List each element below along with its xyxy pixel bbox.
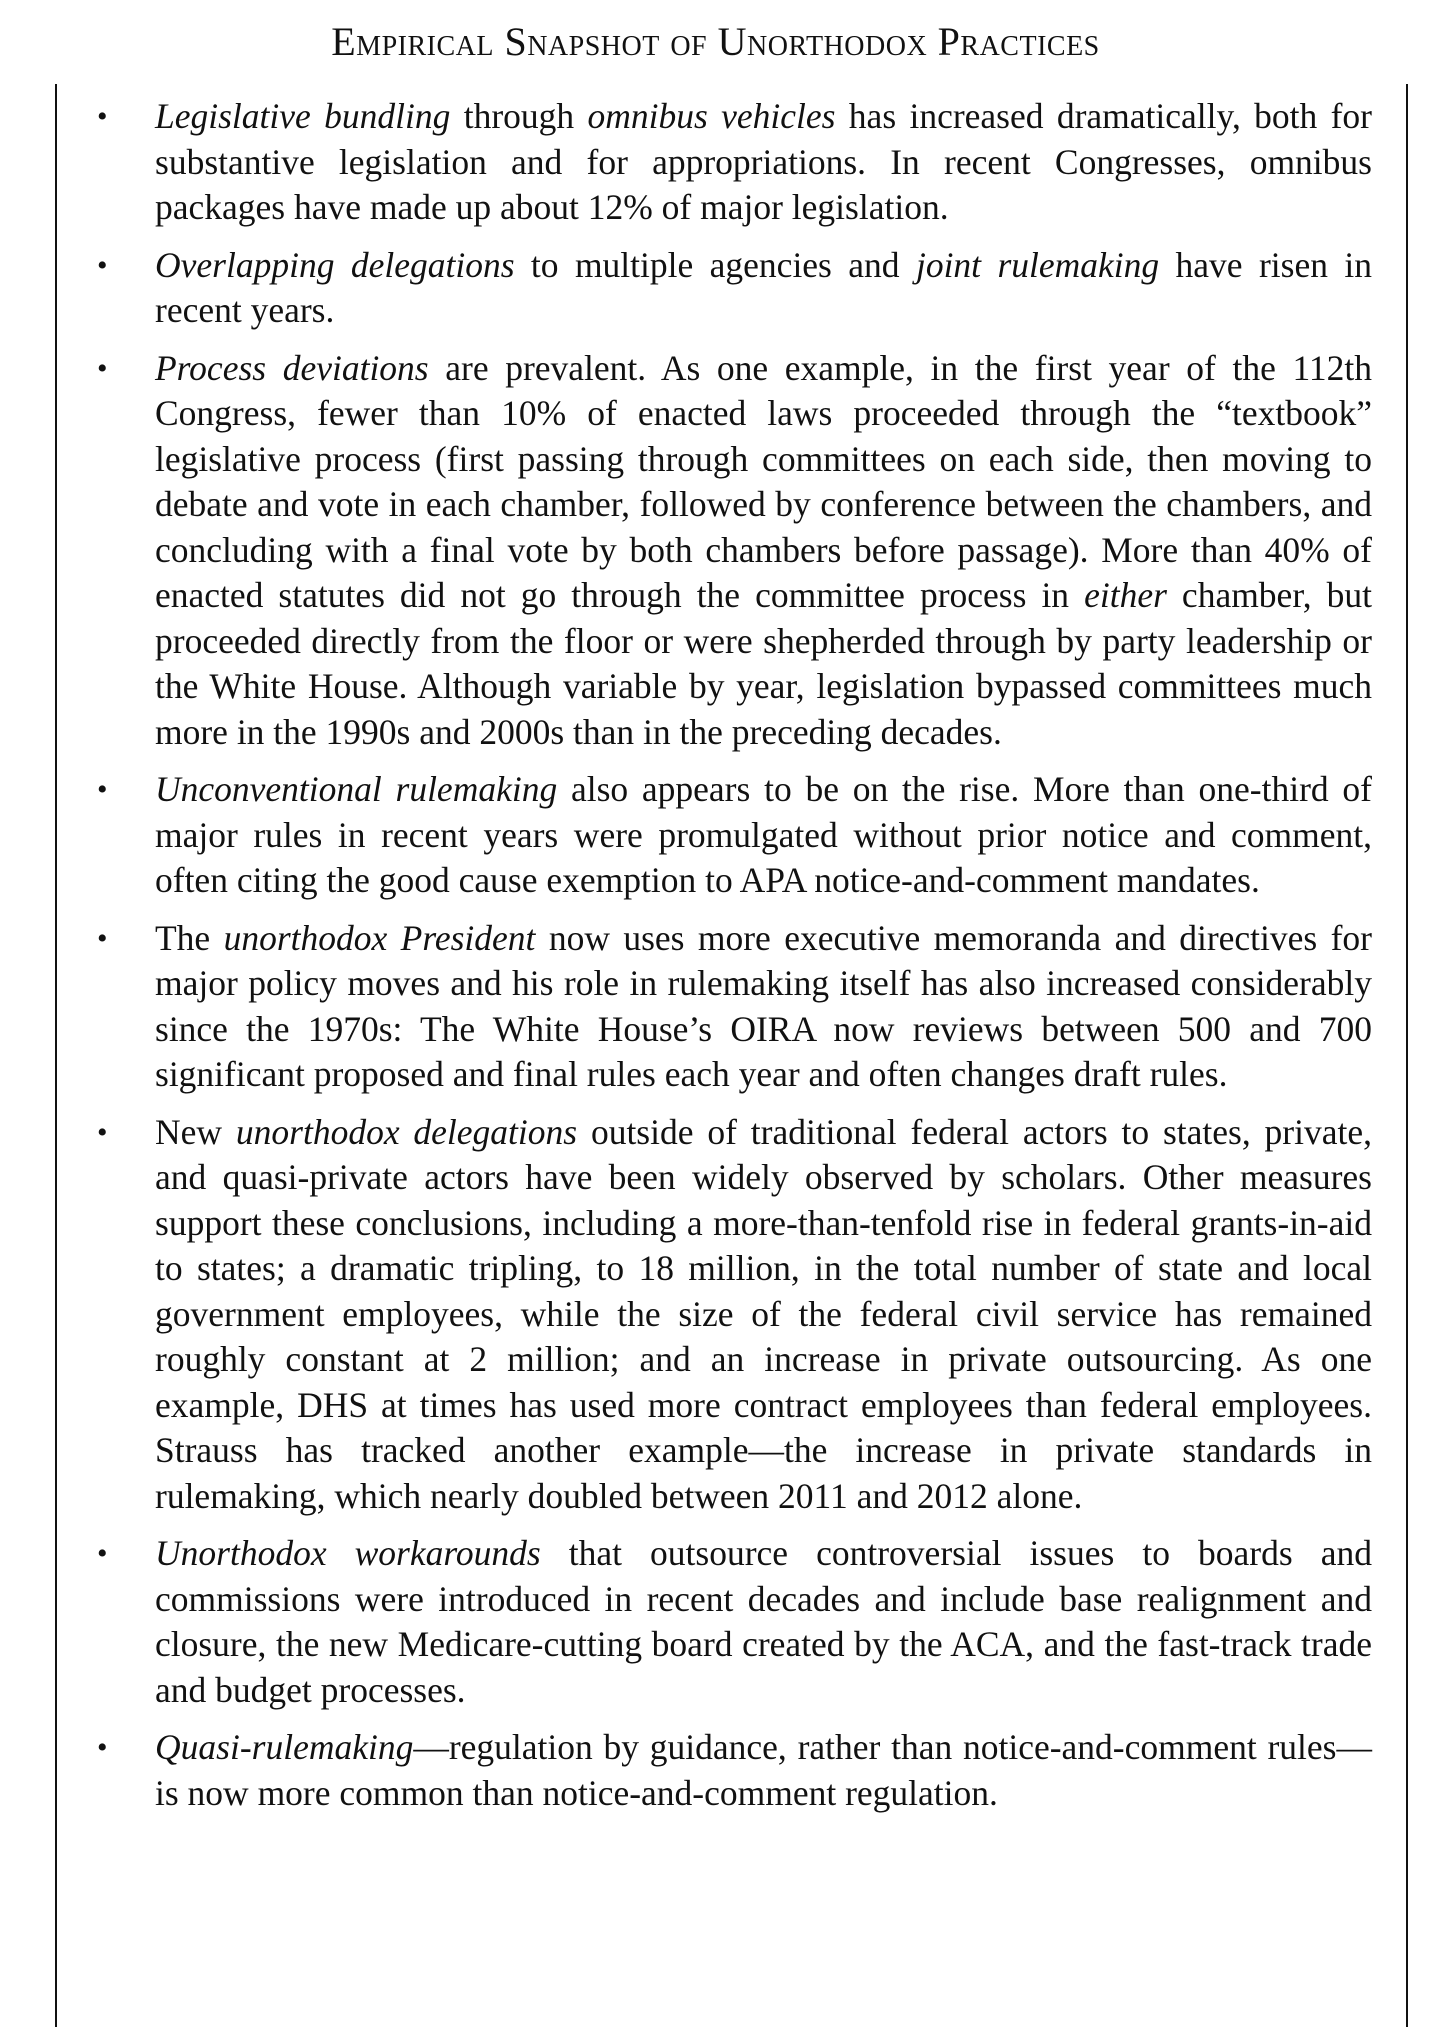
bullet-icon: • bbox=[97, 1115, 108, 1149]
list-item-text bbox=[155, 96, 1372, 227]
text-segment: have risen in recent years. bbox=[155, 244, 1372, 330]
emphasized-term: unorthodox delegations bbox=[235, 1111, 578, 1152]
text-segment: has increased dramatically, both for substantive legislation and for appropriations. In recent Congresses, omnibus packages have made up about 12% of major legislation. bbox=[155, 96, 1373, 227]
bordered-content-box bbox=[55, 84, 1408, 2027]
list-item bbox=[97, 1725, 1372, 1816]
text-segment: —regulation by guidance, rather than notice-and-comment rules—is now more common than notice-and-comment regulation. bbox=[155, 1727, 1372, 1813]
bullet-icon: • bbox=[97, 921, 108, 955]
text-segment: New bbox=[155, 1111, 236, 1152]
text-segment: The bbox=[155, 917, 224, 958]
list-item-text bbox=[155, 348, 1372, 752]
bullet-list bbox=[57, 84, 1406, 1816]
emphasized-term: Quasi-rulemaking bbox=[155, 1727, 414, 1767]
bullet-icon: • bbox=[97, 773, 108, 806]
text-segment: also appears to be on the rise. More than one-third of major rules in recent years were promulgated without prior notice and comment, often citing the good cause exemption to APA notice-and-comment mandates. bbox=[155, 769, 1372, 900]
list-item bbox=[97, 767, 1372, 904]
list-item-text bbox=[155, 245, 1372, 331]
text-segment: through bbox=[450, 96, 588, 136]
list-item bbox=[97, 346, 1372, 756]
text-segment: chamber, but proceeded directly from the floor or were shepherded through by party leadership or the White House. Although variable by year, legislation bypassed committees much more in the 1990s and 2000s than in the preceding decades. bbox=[155, 575, 1372, 752]
emphasized-term: Overlapping delegations bbox=[155, 244, 515, 285]
emphasized-term: joint rulemaking bbox=[915, 244, 1160, 285]
text-segment: now uses more executive memoranda and directives for major policy moves and his role in rulemaking itself has also increased considerably since the 1970s: The White House’s OIRA now reviews between 500 and 700 significant proposed and final rules each year and often changes draft rules. bbox=[155, 917, 1373, 1094]
list-item-text bbox=[155, 1727, 1372, 1813]
list-item-text bbox=[155, 918, 1372, 1095]
list-item bbox=[97, 1110, 1372, 1520]
bullet-icon: • bbox=[97, 351, 108, 385]
list-item bbox=[97, 916, 1372, 1098]
emphasized-term: Process deviations bbox=[155, 347, 429, 388]
bullet-icon: • bbox=[97, 100, 108, 133]
emphasized-term: either bbox=[1084, 575, 1167, 615]
bullet-icon: • bbox=[97, 1537, 108, 1570]
list-item bbox=[97, 1531, 1372, 1713]
emphasized-term: Unorthodox workarounds bbox=[155, 1533, 541, 1573]
text-segment: to multiple agencies and bbox=[514, 244, 916, 285]
emphasized-term: Unconventional rulemaking bbox=[155, 769, 558, 809]
bullet-icon: • bbox=[97, 1731, 108, 1764]
text-segment: that outsource controversial issues to boards and commissions were introduced in recent decades and include base realignment and closure, the new Medicare-cutting board created by the ACA, and the fast-track trade and budget processes. bbox=[155, 1533, 1372, 1710]
list-item-text bbox=[155, 1533, 1372, 1710]
list-item-text bbox=[155, 769, 1372, 900]
list-item bbox=[97, 94, 1372, 231]
text-segment: are prevalent. As one example, in the first year of the 112th Congress, fewer than 10% of enacted laws proceeded through the “textbook” legislative process (first passing through committees on each side, then moving to debate and vote in each chamber, followed by conference between the chambers, and concluding with a final vote by both chambers before passage). More than 40% of enacted statutes did not go through the committee process in bbox=[155, 347, 1372, 615]
bullet-icon: • bbox=[97, 248, 108, 282]
page-title: Empirical Snapshot of Unorthodox Practices bbox=[331, 19, 1100, 64]
emphasized-term: omnibus vehicles bbox=[587, 96, 836, 136]
list-item bbox=[97, 243, 1372, 334]
text-segment: outside of traditional federal actors to states, private, and quasi-private actors have been widely observed by scholars. Other measures support these conclusions, including a more-than-tenfold rise in federal grants-in-aid to states; a dramatic tripling, to 18 million, in the total number of state and local government employees, while the size of the federal civil service has remained roughly constant at 2 million; and an increase in private outsourcing. As one example, DHS at times has used more contract employees than federal employees. Strauss has tracked another example—the increase in private standards in rulemaking, which nearly doubled between 2011 and 2012 alone. bbox=[155, 1111, 1372, 1516]
emphasized-term: Legislative bundling bbox=[155, 96, 451, 136]
emphasized-term: unorthodox President bbox=[223, 917, 536, 958]
list-item-text bbox=[155, 1112, 1372, 1516]
